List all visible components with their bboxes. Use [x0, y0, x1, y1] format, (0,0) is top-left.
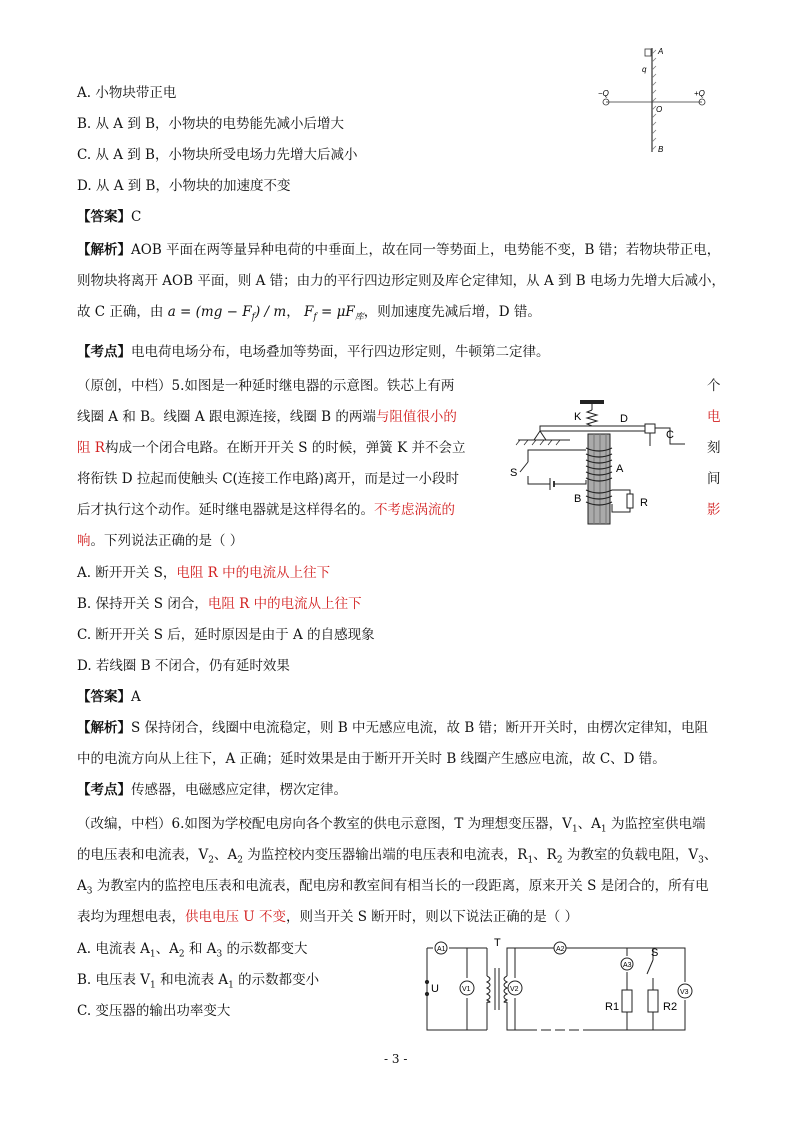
q6-fig-r1: R1 — [605, 1001, 620, 1013]
q6-stem-line-2: 的电压表和电流表，$V_2$、$A_2$ 为监控校内变压器输出端的电压表和电流表，$R_1$、$R_2$ 为教室的负载电阻，$V_3$、 — [77, 847, 718, 866]
q4-fig-pos: +Q — [694, 89, 705, 98]
highlight-text: 电阻 R 中的电流从上往下 — [207, 596, 362, 612]
q6-option-b: B. 电压表 $V_1$ 和电流表 $A_1$ 的示数都变小 — [77, 972, 320, 991]
q4-option-a: A. 小物块带正电 — [77, 85, 177, 101]
q5-fig-b: B — [574, 493, 582, 505]
highlight-text: 响 — [77, 533, 91, 549]
q6-fig-t: T — [494, 938, 501, 949]
analysis-label: 【解析】 — [77, 720, 131, 736]
answer-value: C — [131, 209, 142, 225]
point-text: 电电荷电场分布，电场叠加等势面，平行四边形定则，牛顿第二定律。 — [131, 344, 550, 360]
q4-option-d: D. 从 A 到 B，小物块的加速度不变 — [77, 178, 291, 194]
q4-option-c: C. 从 A 到 B，小物块所受电场力先增大后减小 — [77, 147, 358, 163]
q5-relay-figure — [500, 398, 690, 528]
q4-fig-b: B — [658, 145, 664, 154]
svg-text:A3: A3 — [623, 962, 632, 969]
q5-fig-s: S — [510, 467, 518, 479]
highlight-text: 电阻 R 中的电流从上往下 — [176, 565, 331, 581]
highlight-text: 不考虑涡流的 — [374, 502, 455, 518]
analysis-text: AOB 平面在两等量异种电荷的中垂面上，故在同一等势面上，电势能不变，B 错；若物块带正电， — [131, 242, 721, 258]
formula-acceleration: $a = (mg - F_f) / m$ — [167, 304, 287, 323]
q4-analysis-line-3: 故 C 正确，由 $a = (mg - F_f) / m$， $F_f = \mu F_库$，则加速度先减后增，D 错。 — [77, 304, 541, 323]
answer-label: 【答案】 — [77, 689, 131, 705]
highlight-text: 与阻值很小的 — [375, 409, 457, 425]
q5-stem-line-6: 响。下列说法正确的是（ ） — [77, 533, 244, 549]
answer-value: A — [131, 689, 141, 705]
q5-stem-right-1: 个 — [707, 378, 721, 394]
q5-fig-d: D — [620, 413, 628, 425]
svg-text:V2: V2 — [510, 986, 519, 993]
point-label: 【考点】 — [77, 782, 131, 798]
q5-fig-r: R — [640, 497, 648, 509]
analysis-label: 【解析】 — [77, 242, 131, 258]
q5-option-d: D. 若线圈 B 不闭合，仍有延时效果 — [77, 658, 290, 674]
q5-stem-line-1: （原创，中档）5.如图是一种延时继电器的示意图。铁芯上有两 — [77, 378, 455, 394]
q6-fig-s: S — [651, 947, 659, 959]
q4-analysis-line-1 — [77, 241, 720, 259]
q4-fig-o: O — [656, 105, 663, 114]
q5-answer — [77, 688, 141, 706]
svg-text:V3: V3 — [680, 989, 689, 996]
analysis-text: S 保持闭合，线圈中电流稳定，则 B 中无感应电流，故 B 错；断开开关时，由楞次定律知，电阻 — [131, 720, 709, 736]
q5-stem-line-4: 将衔铁 D 拉起而使触头 C(连接工作电路)离开，而是过一小段时 — [77, 471, 460, 487]
q4-option-b: B. 从 A 到 B，小物块的电势能先减小后增大 — [77, 116, 345, 132]
answer-label: 【答案】 — [77, 209, 131, 225]
q4-fig-neg: −Q — [598, 89, 609, 98]
q5-fig-k: K — [574, 411, 582, 423]
q6-stem-line-3: $A_3$ 为教室内的监控电压表和电流表，配电房和教室间有相当长的一段距离，原来开关 S 是闭合的，所有电 — [77, 878, 709, 897]
q5-stem-right-5: 影 — [707, 502, 721, 518]
highlight-text: 阻 R — [77, 440, 105, 456]
q4-answer — [77, 208, 141, 226]
q5-stem-right-3: 刻 — [707, 440, 721, 456]
q5-stem-line-3: 阻 R构成一个闭合电路。在断开开关 S 的时候，弹簧 K 并不会立 — [77, 440, 466, 456]
highlight-text: 供电电压 U 不变 — [185, 909, 286, 925]
q6-stem-line-4: 表均为理想电表，供电电压 U 不变，则当开关 S 断开时，则以下说法正确的是（ ） — [77, 909, 579, 925]
analysis-text: ，则加速度先减后增，D 错。 — [363, 304, 541, 320]
q5-option-a: A. 断开开关 S，电阻 R 中的电流从上往下 — [77, 565, 331, 581]
q5-stem-line-2: 线圈 A 和 B。线圈 A 跟电源连接，线圈 B 的两端与阻值很小的 — [77, 409, 457, 425]
point-text: 传感器，电磁感应定律，楞次定律。 — [131, 782, 347, 798]
q4-analysis-line-2: 则物块将离开 AOB 平面，则 A 错；由力的平行四边形定则及库仑定律知，从 A 到 B 电场力先增大后减小， — [77, 273, 725, 289]
q6-fig-r2: R2 — [663, 1001, 678, 1013]
q5-stem-right-2: 电 — [707, 409, 721, 425]
svg-text:V1: V1 — [462, 986, 471, 993]
page-number: - 3 - — [384, 1052, 408, 1066]
q5-fig-a: A — [616, 463, 624, 475]
svg-text:A1: A1 — [437, 946, 446, 953]
q6-stem-line-1: （改编，中档）6.如图为学校配电房向各个教室的供电示意图，T 为理想变压器，$V_1$、$A_1$ 为监控室供电端 — [77, 816, 706, 835]
q5-fig-c: C — [666, 429, 674, 441]
q5-stem-line-5: 后才执行这个动作。延时继电器就是这样得名的。不考虑涡流的 — [77, 502, 455, 518]
q6-circuit-figure — [415, 938, 695, 1038]
q6-option-c: C. 变压器的输出功率变大 — [77, 1003, 231, 1019]
q5-stem-right-4: 间 — [707, 471, 721, 487]
q4-fig-a: A — [658, 47, 664, 56]
q5-analysis-line-1 — [77, 719, 708, 737]
q4-key-point — [77, 343, 550, 361]
q5-analysis-line-2: 中的电流方向从上往下，A 正确；延时效果是由于断开开关时 B 线圈产生感应电流，故 C、D 错。 — [77, 751, 666, 767]
q4-charge-figure — [596, 40, 718, 160]
formula-friction: $F_f = \mu F_库$ — [303, 304, 364, 323]
q4-fig-q: q — [642, 65, 647, 74]
q6-fig-u: U — [431, 983, 439, 995]
point-label: 【考点】 — [77, 344, 131, 360]
q5-option-b: B. 保持开关 S 闭合，电阻 R 中的电流从上往下 — [77, 596, 362, 612]
q5-option-c: C. 断开开关 S 后，延时原因是由于 A 的自感现象 — [77, 627, 375, 643]
q6-option-a: A. 电流表 $A_1$、$A_2$ 和 $A_3$ 的示数都变大 — [77, 941, 308, 960]
svg-text:A2: A2 — [556, 946, 565, 953]
analysis-text: 故 C 正确，由 — [77, 304, 164, 320]
q5-key-point — [77, 781, 347, 799]
